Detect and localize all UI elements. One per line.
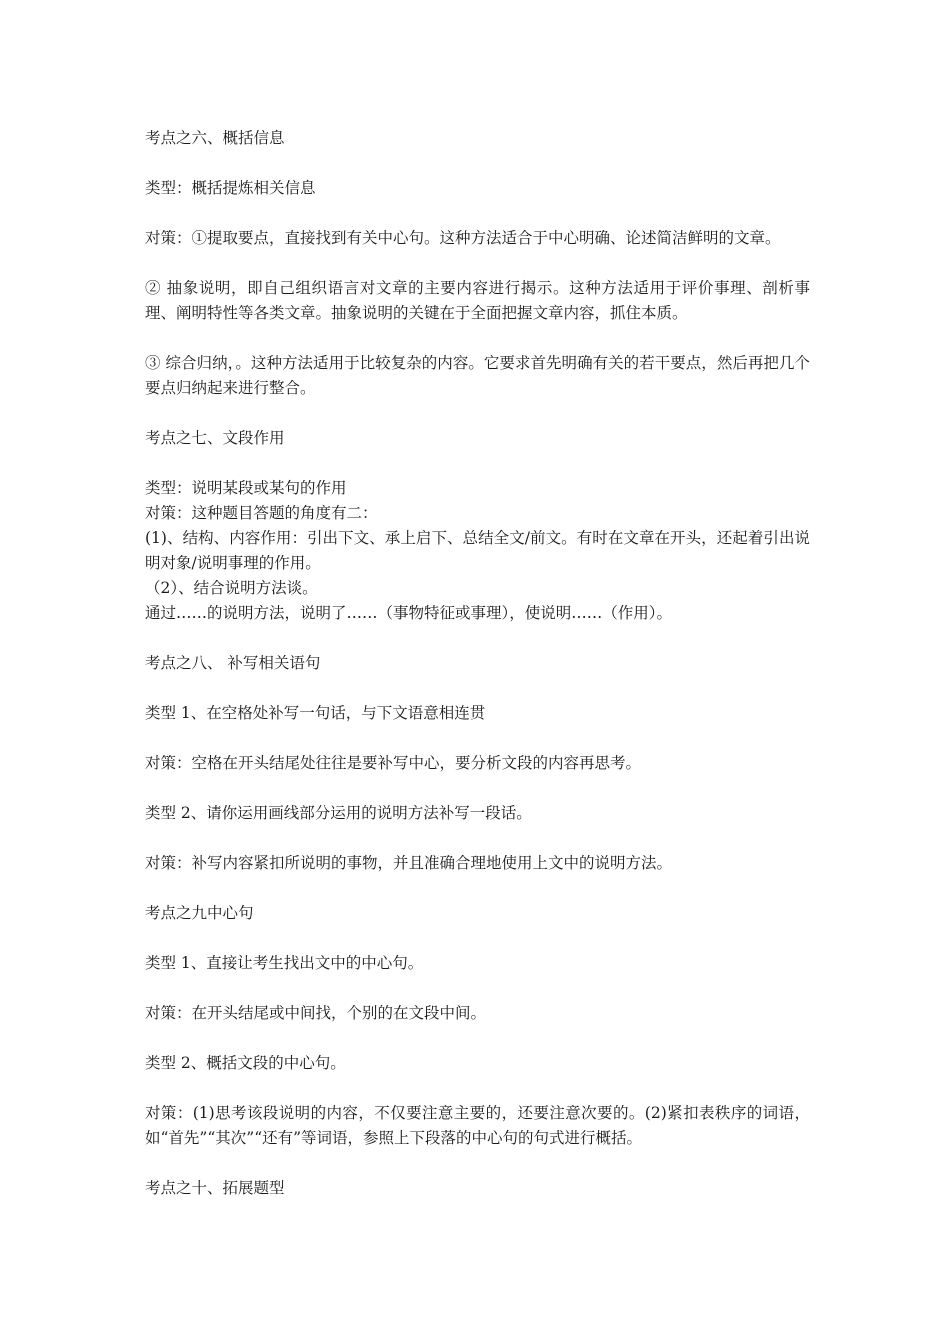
type-line: 类型：概括提炼相关信息 bbox=[145, 179, 316, 197]
strategy-paragraph: (1)、结构、内容作用：引出下文、承上启下、总结全文/前文。有时在文章在开头，还起着引出说明对象/说明事理的作用。 bbox=[145, 529, 810, 572]
section-heading-8: 考点之八、 补写相关语句 bbox=[145, 654, 321, 672]
type-line: 类型 2、请你运用画线部分运用的说明方法补写一段话。 bbox=[145, 804, 532, 822]
strategy-paragraph: 通过……的说明方法，说明了……（事物特征或事理），使说明……（作用）。 bbox=[145, 604, 673, 622]
type-line: 类型：说明某段或某句的作用 bbox=[145, 479, 347, 497]
section-heading-9: 考点之九中心句 bbox=[145, 904, 254, 922]
strategy-paragraph: 对策：(1)思考该段说明的内容，不仅要注意主要的，还要注意次要的。(2)紧扣表秩序的词语，如“首先”“其次”“还有”等词语，参照上下段落的中心句的句式进行概括。 bbox=[145, 1104, 810, 1147]
strategy-paragraph: 对策：①提取要点，直接找到有关中心句。这种方法适合于中心明确、论述简洁鲜明的文章。 bbox=[145, 229, 781, 247]
type-line: 类型 1、直接让考生找出文中的中心句。 bbox=[145, 954, 424, 972]
document-body bbox=[145, 126, 810, 1201]
strategy-paragraph: ② 抽象说明，即自己组织语言对文章的主要内容进行揭示。这种方法适用于评价事理、剖析事理、阐明特性等各类文章。抽象说明的关键在于全面把握文章内容，抓住本质。 bbox=[145, 279, 810, 322]
section-heading-10: 考点之十、拓展题型 bbox=[145, 1179, 285, 1197]
strategy-paragraph: 对策：空格在开头结尾处往往是要补写中心，要分析文段的内容再思考。 bbox=[145, 754, 642, 772]
strategy-paragraph: 对策：补写内容紧扣所说明的事物，并且准确合理地使用上文中的说明方法。 bbox=[145, 854, 673, 872]
strategy-paragraph: 对策：这种题目答题的角度有二： bbox=[145, 504, 378, 522]
type-line: 类型 1、在空格处补写一句话，与下文语意相连贯 bbox=[145, 704, 486, 722]
strategy-paragraph: 对策：在开头结尾或中间找，个别的在文段中间。 bbox=[145, 1004, 487, 1022]
section-heading-6: 考点之六、概括信息 bbox=[145, 129, 285, 147]
section-heading-7: 考点之七、文段作用 bbox=[145, 429, 285, 447]
strategy-paragraph: （2）、结合说明方法谈。 bbox=[145, 579, 318, 597]
type-line: 类型 2、概括文段的中心句。 bbox=[145, 1054, 346, 1072]
strategy-paragraph: ③ 综合归纳，。这种方法适用于比较复杂的内容。它要求首先明确有关的若干要点，然后再把几个要点归纳起来进行整合。 bbox=[145, 354, 810, 397]
